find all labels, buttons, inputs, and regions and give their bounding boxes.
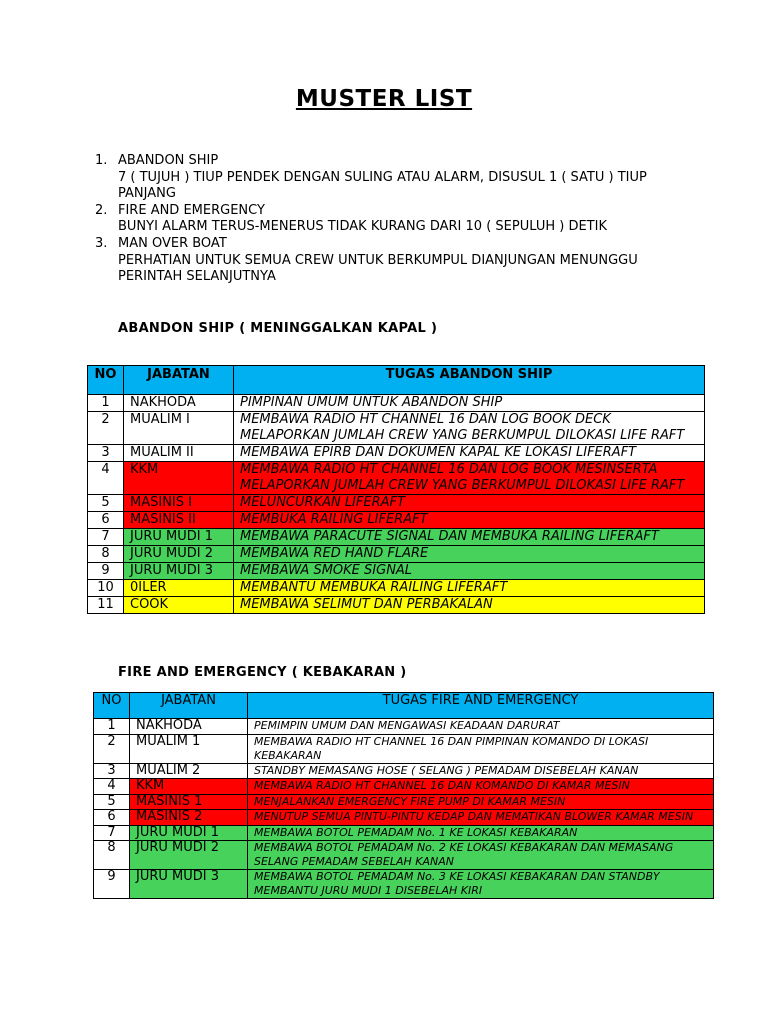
header-jabatan: JABATAN — [130, 693, 248, 719]
cell-jabatan: NAKHODA — [130, 719, 248, 735]
cell-tugas: MEMBANTU MEMBUKA RAILING LIFERAFT — [234, 580, 705, 597]
cell-tugas: MEMBAWA BOTOL PEMADAM No. 3 KE LOKASI KEBAKARAN DAN STANDBY MEMBANTU JURU MUDI 1 DISEBELAH KIRI — [248, 870, 714, 899]
header-no: NO — [88, 366, 124, 395]
cell-tugas: MENUTUP SEMUA PINTU-PINTU KEDAP DAN MEMATIKAN BLOWER KAMAR MESIN — [248, 810, 714, 826]
table-row — [94, 779, 714, 795]
table-row — [88, 512, 705, 529]
cell-jabatan: MASINIS I — [124, 495, 234, 512]
abandon-ship-table-body — [88, 395, 705, 614]
cell-no: 1 — [88, 395, 124, 412]
cell-no: 4 — [88, 462, 124, 495]
alarm-number: 1. — [95, 153, 108, 168]
table-header-row — [88, 366, 705, 395]
table-row — [88, 445, 705, 462]
cell-tugas: MEMBAWA PARACUTE SIGNAL DAN MEMBUKA RAILING LIFERAFT — [234, 529, 705, 546]
table-row — [88, 529, 705, 546]
cell-jabatan: 0ILER — [124, 580, 234, 597]
alarm-name: MAN OVER BOAT — [118, 235, 227, 251]
cell-no: 6 — [94, 810, 130, 826]
table-row — [88, 580, 705, 597]
cell-no: 5 — [88, 495, 124, 512]
cell-no: 2 — [88, 412, 124, 445]
fire-emergency-heading: FIRE AND EMERGENCY ( KEBAKARAN ) — [118, 665, 407, 680]
cell-jabatan: JURU MUDI 3 — [130, 870, 248, 899]
cell-tugas: PIMPINAN UMUM UNTUK ABANDON SHIP — [234, 395, 705, 412]
cell-jabatan: JURU MUDI 2 — [130, 841, 248, 870]
cell-jabatan: MASINIS II — [124, 512, 234, 529]
table-row — [94, 841, 714, 870]
cell-no: 11 — [88, 597, 124, 614]
table-row — [94, 825, 714, 841]
header-jabatan: JABATAN — [124, 366, 234, 395]
cell-jabatan: JURU MUDI 3 — [124, 563, 234, 580]
cell-jabatan: NAKHODA — [124, 395, 234, 412]
abandon-ship-table — [87, 365, 705, 614]
alarm-name: ABANDON SHIP — [118, 153, 219, 168]
cell-no: 5 — [94, 794, 130, 810]
cell-jabatan: KKM — [130, 779, 248, 795]
alarm-signals-list — [95, 153, 695, 286]
table-row — [88, 462, 705, 495]
cell-no: 10 — [88, 580, 124, 597]
cell-tugas: MELUNCURKAN LIFERAFT — [234, 495, 705, 512]
table-row — [94, 734, 714, 763]
cell-tugas: MEMBAWA SELIMUT DAN PERBAKALAN — [234, 597, 705, 614]
alarm-item-fire-emergency — [95, 203, 695, 236]
table-row — [88, 495, 705, 512]
header-tugas: TUGAS ABANDON SHIP — [234, 366, 705, 395]
cell-jabatan: MASINIS 2 — [130, 810, 248, 826]
cell-tugas: MEMBAWA RADIO HT CHANNEL 16 DAN LOG BOOK MESINSERTA MELAPORKAN JUMLAH CREW YANG BERKUMPUL DILOKASI LIFE RAFT — [234, 462, 705, 495]
header-no: NO — [94, 693, 130, 719]
cell-no: 7 — [88, 529, 124, 546]
fire-emergency-table-body — [94, 719, 714, 899]
table-row — [94, 810, 714, 826]
alarm-name: FIRE AND EMERGENCY — [118, 202, 265, 218]
table-row — [94, 719, 714, 735]
cell-tugas: STANDBY MEMASANG HOSE ( SELANG ) PEMADAM DISEBELAH KANAN — [248, 763, 714, 779]
cell-jabatan: MASINIS 1 — [130, 794, 248, 810]
cell-tugas: MEMBAWA BOTOL PEMADAM No. 1 KE LOKASI KEBAKARAN — [248, 825, 714, 841]
table-row — [88, 546, 705, 563]
cell-tugas: PEMIMPIN UMUM DAN MENGAWASI KEADAAN DARURAT — [248, 719, 714, 735]
alarm-description: BUNYI ALARM TERUS-MENERUS TIDAK KURANG DARI 10 ( SEPULUH ) DETIK — [118, 219, 607, 235]
alarm-number: 2. — [95, 202, 108, 218]
cell-no: 3 — [88, 445, 124, 462]
alarm-number: 3. — [95, 235, 108, 251]
alarm-item-abandon-ship — [95, 153, 695, 203]
cell-jabatan: MUALIM I — [124, 412, 234, 445]
document-title: MUSTER LIST — [295, 86, 473, 112]
cell-jabatan: MUALIM 2 — [130, 763, 248, 779]
cell-tugas: MEMBAWA RED HAND FLARE — [234, 546, 705, 563]
cell-no: 1 — [94, 719, 130, 735]
alarm-item-man-over-boat — [95, 236, 695, 286]
cell-no: 8 — [94, 841, 130, 870]
cell-tugas: MEMBUKA RAILING LIFERAFT — [234, 512, 705, 529]
cell-jabatan: JURU MUDI 2 — [124, 546, 234, 563]
cell-tugas: MEMBAWA RADIO HT CHANNEL 16 DAN LOG BOOK DECK MELAPORKAN JUMLAH CREW YANG BERKUMPUL DILOKASI LIFE RAFT — [234, 412, 705, 445]
cell-no: 8 — [88, 546, 124, 563]
table-row — [88, 563, 705, 580]
table-row — [94, 870, 714, 899]
table-row — [88, 597, 705, 614]
cell-no: 4 — [94, 779, 130, 795]
table-header-row — [94, 693, 714, 719]
cell-no: 9 — [88, 563, 124, 580]
cell-tugas: MEMBAWA BOTOL PEMADAM No. 2 KE LOKASI KEBAKARAN DAN MEMASANG SELANG PEMADAM SEBELAH KANAN — [248, 841, 714, 870]
cell-jabatan: COOK — [124, 597, 234, 614]
table-row — [88, 412, 705, 445]
cell-no: 3 — [94, 763, 130, 779]
cell-no: 2 — [94, 734, 130, 763]
cell-no: 6 — [88, 512, 124, 529]
cell-no: 7 — [94, 825, 130, 841]
cell-no: 9 — [94, 870, 130, 899]
table-row — [88, 395, 705, 412]
fire-emergency-table — [93, 692, 714, 899]
table-row — [94, 794, 714, 810]
header-tugas: TUGAS FIRE AND EMERGENCY — [248, 693, 714, 719]
cell-tugas: MEMBAWA SMOKE SIGNAL — [234, 563, 705, 580]
cell-jabatan: MUALIM 1 — [130, 734, 248, 763]
cell-tugas: MENJALANKAN EMERGENCY FIRE PUMP DI KAMAR MESIN — [248, 794, 714, 810]
alarm-description: 7 ( TUJUH ) TIUP PENDEK DENGAN SULING ATAU ALARM, DISUSUL 1 ( SATU ) TIUP PANJANG — [118, 169, 647, 202]
cell-jabatan: JURU MUDI 1 — [130, 825, 248, 841]
cell-jabatan: JURU MUDI 1 — [124, 529, 234, 546]
cell-tugas: MEMBAWA RADIO HT CHANNEL 16 DAN KOMANDO DI KAMAR MESIN — [248, 779, 714, 795]
table-row — [94, 763, 714, 779]
abandon-ship-heading: ABANDON SHIP ( MENINGGALKAN KAPAL ) — [118, 321, 438, 336]
cell-tugas: MEMBAWA RADIO HT CHANNEL 16 DAN PIMPINAN KOMANDO DI LOKASI KEBAKARAN — [248, 734, 714, 763]
alarm-description: PERHATIAN UNTUK SEMUA CREW UNTUK BERKUMPUL DIANJUNGAN MENUNGGU PERINTAH SELANJUTNYA — [118, 252, 638, 285]
cell-tugas: MEMBAWA EPIRB DAN DOKUMEN KAPAL KE LOKASI LIFERAFT — [234, 445, 705, 462]
cell-jabatan: MUALIM II — [124, 445, 234, 462]
cell-jabatan: KKM — [124, 462, 234, 495]
